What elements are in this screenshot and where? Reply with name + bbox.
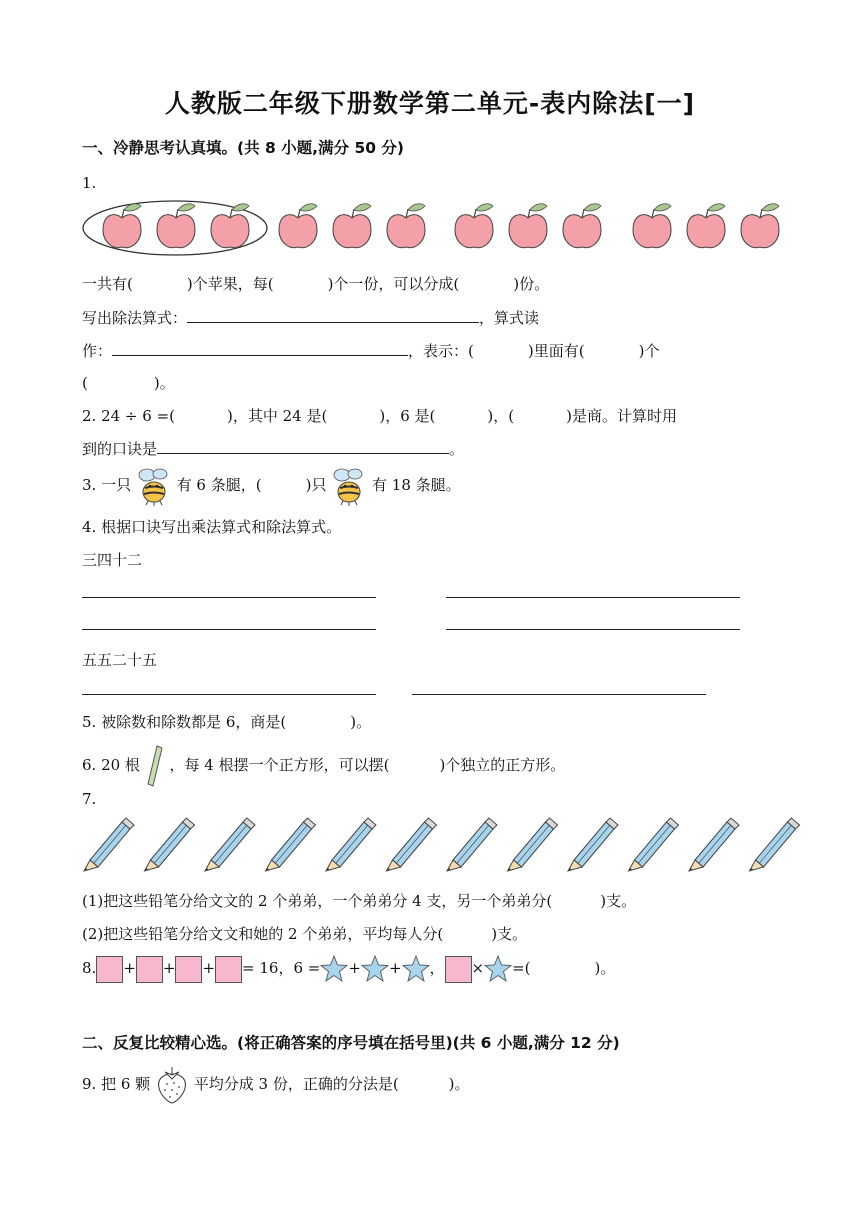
q1-line2 [82, 307, 539, 328]
q1-text: 作： [82, 342, 113, 360]
q1-text: ，表示：( [408, 342, 474, 360]
q7-text: )支。 [491, 925, 528, 943]
q8-text: ， [429, 959, 445, 977]
pencil-icon [145, 818, 195, 871]
pencil-icon [568, 818, 618, 871]
q2-text: )，其中 24 是( [227, 407, 328, 425]
q7-text: (1)把这些铅笔分给文文的 2 个弟弟，一个弟弟分 4 支，另一个弟弟分( [82, 892, 553, 910]
page-title: 人教版二年级下册数学第二单元-表内除法[一] [164, 89, 696, 118]
q5-text: 5. 被除数和除数都是 6，商是( [82, 713, 287, 731]
q1-text: )份。 [513, 275, 550, 293]
q2-text: 。 [449, 440, 465, 458]
q8-text: = 16，6 = [242, 959, 321, 977]
apple-icon [687, 204, 725, 248]
q2-text: )，( [487, 407, 515, 425]
stick-icon [145, 745, 165, 787]
pencil-icon [326, 818, 376, 871]
q6-text: )个独立的正方形。 [439, 756, 566, 774]
apple-icon [455, 204, 493, 248]
q2-text: 2. 24 ÷ 6 =( [82, 407, 176, 425]
answer-line[interactable] [82, 694, 376, 695]
pink-square-icon [96, 956, 123, 983]
q1-text: )里面有( [527, 342, 585, 360]
q1-text: )个 [638, 342, 660, 360]
q1-number: 1. [82, 174, 97, 192]
pencil-icon [689, 818, 739, 871]
pink-square-icon [136, 956, 163, 983]
q2-text: 到的口诀是 [82, 440, 158, 458]
q9-line [82, 1066, 470, 1104]
q2-line2 [82, 438, 464, 459]
q3-text: 3. 一只 [82, 476, 132, 494]
blue-star-icon [484, 955, 512, 983]
pencil-icon [750, 818, 800, 871]
q9-text: )。 [448, 1075, 470, 1093]
q1-text: )个一份，可以分成( [327, 275, 460, 293]
q2-line1 [82, 405, 677, 426]
q8-text: + [388, 959, 402, 977]
answer-line[interactable] [82, 597, 376, 598]
pencil-icon [84, 818, 134, 871]
q2-text: )是商。计算时用 [566, 407, 677, 425]
q1-text: ( [82, 374, 88, 392]
q8-text: 8. [82, 959, 97, 977]
q1-line4 [82, 372, 175, 393]
q8-line [82, 953, 615, 983]
q3-line [82, 466, 461, 506]
q8-text: + [202, 959, 216, 977]
answer-line[interactable] [157, 439, 449, 454]
blue-star-icon [361, 955, 389, 983]
q9-text: 9. 把 6 颗 [82, 1075, 151, 1093]
apple-icon [157, 204, 195, 248]
q8-text: =( [512, 959, 531, 977]
q8-text: + [162, 959, 176, 977]
strawberry-icon [155, 1066, 189, 1104]
answer-line[interactable] [82, 629, 376, 630]
q1-text: )个苹果，每( [186, 275, 274, 293]
q6-text: 6. 20 根 [82, 756, 140, 774]
answer-line[interactable] [446, 597, 740, 598]
pencil-icon [266, 818, 316, 871]
q7-sub1 [82, 890, 636, 911]
bee-icon [136, 466, 172, 506]
q8-text: + [123, 959, 136, 977]
pink-square-icon [215, 956, 242, 983]
q5-text: )。 [350, 713, 372, 731]
apple-icon [563, 204, 601, 248]
q2-text: )，6 是( [379, 407, 436, 425]
q7-text: (2)把这些铅笔分给文文和她的 2 个弟弟，平均每人分( [82, 925, 444, 943]
q8-text: )。 [594, 959, 616, 977]
q7-number: 7. [82, 790, 97, 808]
q6-line [82, 745, 565, 787]
apple-icon [633, 204, 671, 248]
answer-line[interactable] [446, 629, 740, 630]
pencil-icon [447, 818, 497, 871]
q3-text: 有 6 条腿，( [176, 476, 262, 494]
apple-icon [279, 204, 317, 248]
q1-text: 写出除法算式： [82, 309, 188, 327]
apple-icon [509, 204, 547, 248]
pencil-row-image [78, 816, 806, 872]
apple-row-image [78, 198, 798, 258]
q1-text: ，算式读 [479, 309, 540, 327]
q8-text: × [471, 959, 485, 977]
q4-text: 4. 根据口诀写出乘法算式和除法算式。 [82, 518, 342, 536]
apple-icon [103, 204, 141, 248]
q1-line3 [82, 340, 659, 361]
q3-text: 有 18 条腿。 [372, 476, 461, 494]
pencil-icon [387, 818, 437, 871]
q1-text: )。 [153, 374, 175, 392]
q8-text: + [348, 959, 361, 977]
pink-square-icon [445, 956, 472, 983]
q9-text: 平均分成 3 份，正确的分法是( [193, 1075, 399, 1093]
pencil-icon [629, 818, 679, 871]
q5-line [82, 711, 371, 732]
q1-text: 一共有( [82, 275, 133, 293]
answer-line[interactable] [412, 694, 706, 695]
bee-icon [331, 466, 367, 506]
pencil-icon [205, 818, 255, 871]
q7-text: )支。 [600, 892, 637, 910]
apple-icon [741, 204, 779, 248]
answer-line[interactable] [112, 341, 408, 356]
pencil-icon [508, 818, 558, 871]
blue-star-icon [320, 955, 348, 983]
section-1-heading: 一、冷静思考认真填。(共 8 小题,满分 50 分) [82, 139, 404, 157]
q4-kou-jue-2: 五五二十五 [82, 651, 158, 669]
pink-square-icon [175, 956, 202, 983]
q1-line1 [82, 273, 549, 294]
apple-icon [387, 204, 425, 248]
q7-sub2 [82, 923, 527, 944]
blue-star-icon [402, 955, 430, 983]
apple-icon [333, 204, 371, 248]
q6-text: ，每 4 根摆一个正方形，可以摆( [169, 756, 390, 774]
section-2-heading: 二、反复比较精心选。(将正确答案的序号填在括号里)(共 6 小题,满分 12 分) [82, 1034, 620, 1052]
answer-line[interactable] [187, 308, 479, 323]
q3-text: )只 [305, 476, 327, 494]
q4-kou-jue-1: 三四十二 [82, 551, 143, 569]
